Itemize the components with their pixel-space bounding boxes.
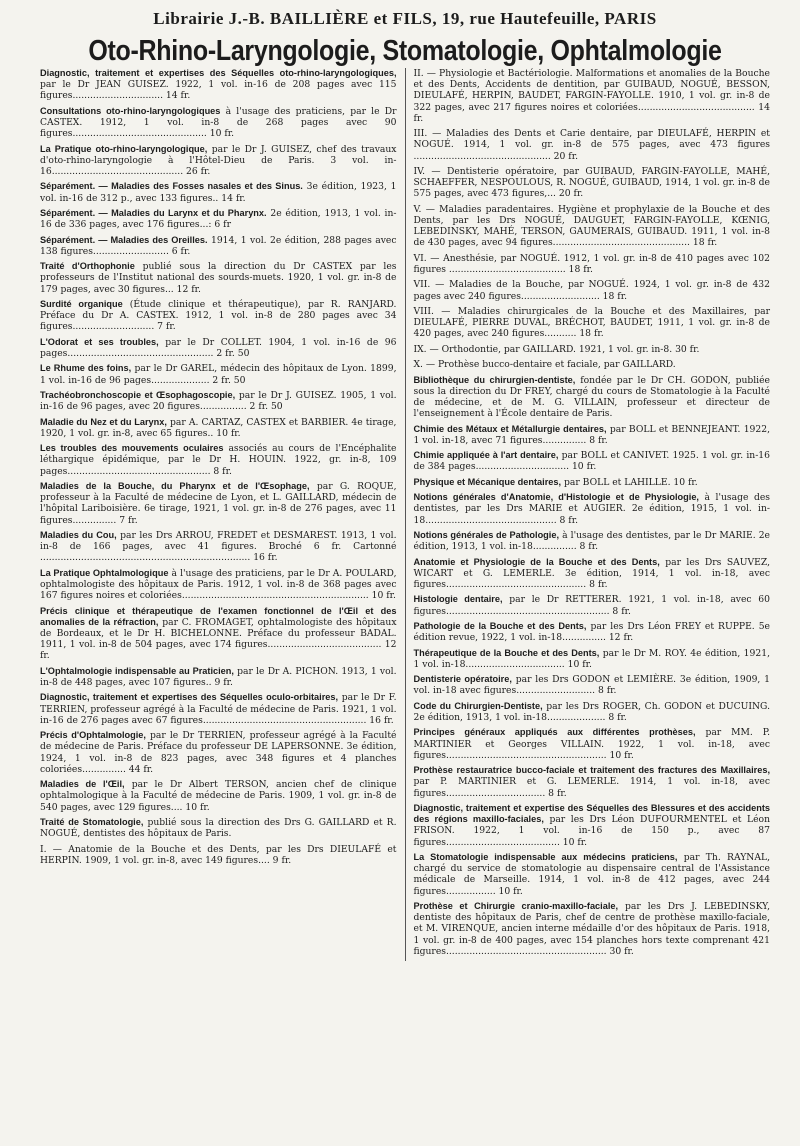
catalog-entry (40, 443, 397, 477)
entry-title: La Pratique oto-rhino-laryngologique, (40, 143, 208, 154)
entry-title: Traité d'Orthophonie (40, 261, 135, 272)
entry-title: Physique et Mécanique dentaires, (413, 476, 562, 487)
entry-details: VI. — Anesthésie, par NOGUÉ. 1912, 1 vol. gr. in-8 de 410 pages avec 102 figures ........................................ 18 fr. (413, 252, 770, 275)
entry-title: La Stomatologie indispensable aux médecins praticiens, (413, 851, 678, 862)
entry-details: par le Dr J. GUISEZ. 1905, 1 vol. in-16 de 96 pages, avec 20 figures................ 2 fr. 50 (40, 389, 397, 413)
entry-details: par les Drs J. LEBEDINSKY, dentiste des hôpitaux de Paris, chef de centre de prothèse maxillo-faciale, et M. VIRENQUE, ancien interne médaille d'or des hôpitaux de Paris. 1918, 1 vol. gr. in-8 de 400 pages, avec 154 planches hors texte comprenant 421 figures....................................................... 30 fr. (413, 900, 770, 957)
entry-details: par G. ROQUE, professeur à la Faculté de médecine de Lyon, et L. GAILLARD, médecin de l'hôpital Lariboisière. 6e tirage, 1921, 1 vol. gr. in-8 de 276 pages, avec 11 figures............... 7 fr. (40, 480, 397, 526)
entry-details: I. — Anatomie de la Bouche et des Dents, par les Drs DIEULAFÉ et HERPIN. 1909, 1 vol. gr. in-8, avec 149 figures.... 9 fr. (40, 843, 397, 866)
catalog-entry (414, 344, 771, 355)
entry-title: Thérapeutique de la Bouche et des Dents, (413, 647, 600, 658)
entry-details: par les Drs ROGER, Ch. GODON et DUCUING. 2e édition, 1913, 1 vol. in-18.................... 8 fr. (413, 700, 770, 723)
catalog-entry (414, 492, 771, 526)
entry-details: VII. — Maladies de la Bouche, par NOGUÉ. 1924, 1 vol. gr. in-8 de 432 pages avec 240 figures........................... 18 fr. (413, 279, 770, 302)
catalog-entry (414, 477, 771, 488)
entry-title: Anatomie et Physiologie de la Bouche et des Dents, (413, 556, 660, 567)
entry-title: La Pratique Ophtalmologique (40, 567, 169, 578)
catalog-entry (40, 817, 397, 839)
entry-title: Séparément. — Maladies du Larynx et du Pharynx. (40, 207, 267, 218)
entry-details: par les Drs Léon FREY et RUPPE. 5e édition revue, 1922, 1 vol. in-18............... 12 fr. (413, 620, 770, 644)
entry-title: Maladie du Nez et du Larynx, (40, 416, 167, 427)
catalog-entry (40, 208, 397, 230)
catalog-entry (414, 530, 771, 552)
catalog-entry (414, 450, 771, 472)
catalog-entry (40, 337, 397, 359)
catalog-entry (414, 727, 771, 761)
catalog-entry (414, 68, 771, 124)
entry-title: Le Rhume des foins, (40, 363, 132, 374)
entry-details: VIII. — Maladies chirurgicales de la Bouche et des Maxillaires, par DIEULAFÉ, PIERRE DUVAL, BRÉCHOT, BAUDET, 1911, 1 vol. gr. in-8 de 420 pages, avec 240 figures........... 18 fr. (413, 305, 770, 340)
entry-title: L'Ophtalmologie indispensable au Praticien, (40, 665, 234, 676)
entry-details: par BOLL et LAHILLE. 10 fr. (561, 476, 698, 488)
entry-details: par les Drs SAUVEZ, WICART et G. LEMERLE. 3e édition, 1914, 1 vol. in-18, avec figures................................................ 8 fr. (413, 556, 770, 590)
entry-title: Prothèse restauratrice bucco-faciale et traitement des fractures des Maxillaires, (413, 765, 770, 776)
entry-title: Maladies de l'Œil, (40, 779, 125, 790)
entry-details: par les Drs GODON et LEMIÈRE. 3e édition, 1909, 1 vol. in-18 avec figures........................... 8 fr. (413, 674, 770, 697)
entry-details: par C. FROMAGET, ophtalmologiste des hôpitaux de Bordeaux, et le Dr H. BICHELONNE. Préface du professeur BADAL. 1911, 1 vol. in-8 de 504 pages, avec 174 figures....................................... 12 fr. (40, 616, 397, 662)
entry-details: 1914, 1 vol. 2e édition, 288 pages avec 138 figures.......................... 6 fr. (40, 234, 397, 257)
entry-details: 3e édition, 1923, 1 vol. in-16 de 312 p., avec 133 figures.. 14 fr. (40, 181, 397, 204)
entry-details: publié sous la direction des Drs G. GAILLARD et R. NOGUÉ, dentistes des hôpitaux de Paris. (40, 816, 397, 840)
entry-details: par MM. P. MARTINIER et Georges VILLAIN. 1922, 1 vol. in-18, avec figures....................................................... 10 fr. (413, 727, 770, 761)
entry-title: Notions générales de Pathologie, (413, 529, 560, 540)
catalog-entry (414, 621, 771, 643)
right-column (405, 68, 771, 961)
catalog-entry (414, 674, 771, 696)
entry-title: Précis clinique et thérapeutique de l'examen fonctionnel de l'Œil et des anomalies de la réfraction, (40, 605, 397, 627)
entry-title: Les troubles des mouvements oculaires (40, 443, 224, 454)
catalog-entry (40, 779, 397, 813)
entry-title: Séparément. — Maladies des Fosses nasales et des Sinus. (40, 181, 303, 192)
entry-title: Séparément. — Maladies des Oreilles. (40, 234, 208, 245)
catalog-entry (414, 128, 771, 162)
left-column (40, 68, 405, 961)
entry-details: à l'usage des dentistes, par les Drs MARIE et AUGIER. 2e édition, 1915, 1 vol. in-18............................................. 8 fr. (413, 492, 770, 526)
entry-title: Consultations oto-rhino-laryngologiques (40, 105, 221, 116)
entry-details: par le Dr GAREL, médecin des hôpitaux de Lyon. 1899, 1 vol. in-16 de 96 pages.................... 2 fr. 50 (40, 363, 397, 386)
catalog-entry (414, 204, 771, 249)
catalog-entry (40, 844, 397, 866)
entry-title: Diagnostic, traitement et expertises des Séquelles oculo-orbitaires, (40, 692, 339, 703)
catalog-entry (414, 424, 771, 446)
entry-title: Pathologie de la Bouche et des Dents, (413, 620, 587, 631)
entry-title: Diagnostic, traitement et expertise des Séquelles des Blessures et des accidents des régions maxillo-faciales, (413, 802, 770, 825)
catalog-entry (40, 363, 397, 385)
entry-details: fondée par le Dr CH. GODON, publiée sous la direction du Dr FREY, chargé du cours de Stomatologie à la Faculté de médecine, et de M. G. VILLAIN, professeur et directeur de l'enseignement à l'École dentaire de Paris. (413, 374, 770, 420)
page-title: Oto-Rhino-Laryngologie, Stomatologie, Ophtalmologie (88, 34, 722, 68)
entry-title: Histologie dentaire, (413, 594, 503, 605)
entry-details: IX. — Orthodontie, par GAILLARD. 1921, 1 vol. gr. in-8. 30 fr. (413, 343, 700, 355)
entry-details: par le Dr RETTERER. 1921, 1 vol. in-18, avec 60 figures........................................................ 8 fr. (413, 594, 770, 617)
catalog-entry (414, 279, 771, 301)
catalog-entry (414, 765, 771, 799)
entry-details: associés au cours de l'Encéphalite léthargique épidémique, par le Dr H. HOUIN. 1922, gr. in-8, 109 pages................................................. 8 fr. (40, 443, 397, 477)
entry-details: par A. CARTAZ, CASTEX et BARBIER. 4e tirage, 1920, 1 vol. gr. in-8, avec 65 figures.. 10 fr. (40, 416, 397, 439)
catalog-entry (414, 306, 771, 340)
catalog-entry (40, 568, 397, 602)
entry-title: Maladies du Cou, (40, 529, 117, 540)
catalog-entry (414, 701, 771, 723)
catalog-entry (40, 106, 397, 140)
catalog-entry (40, 144, 397, 178)
catalog-entry (40, 390, 397, 412)
publisher-header: Librairie J.-B. BAILLIÈRE et FILS, 19, rue Hautefeuille, PARIS (153, 9, 657, 28)
entry-details: par le Dr TERRIEN, professeur agrégé à la Faculté de médecine de Paris. Préface du professeur DE LAPERSONNE. 3e édition, 1924, 1 vol. in-8 de 823 pages, avec 348 figures et 4 planches coloriées............... 44 fr. (40, 730, 397, 775)
catalog-entry (414, 359, 771, 370)
entry-details: X. — Prothèse bucco-dentaire et faciale, par GAILLARD. (413, 359, 676, 371)
catalog-entry (414, 648, 771, 670)
entry-details: par le Dr J. GUISEZ, chef des travaux d'oto-rhino-laryngologie à l'Hôtel-Dieu de Paris. 3 vol. in-16............................................. 26 fr. (40, 143, 397, 177)
entry-title: Principes généraux appliqués aux différentes prothèses, (413, 727, 696, 738)
catalog-entry (40, 481, 397, 526)
entry-details: par le Dr COLLET. 1904, 1 vol. in-16 de 96 pages.................................................. 2 fr. 50 (40, 336, 397, 359)
catalog-entry (40, 235, 397, 257)
entry-details: par les Drs Léon DUFOURMENTEL et Léon FRISON. 1922, 1 vol. in-16 de 150 p., avec 87 figures....................................... 10 fr. (413, 814, 770, 848)
catalog-entry (40, 299, 397, 333)
catalog-entry (40, 666, 397, 688)
entry-details: par Th. RAYNAL, chargé du service de stomatologie au dispensaire central de l'Assistance médicale de Marseille. 1914, 1 vol. in-8 de 412 pages, avec 244 figures................. 10 fr. (413, 851, 770, 897)
entry-details: (Étude clinique et thérapeutique), par R. RANJARD. Préface du Dr A. CASTEX. 1912, 1 vol. in-8 de 280 pages avec 34 figures............................ 7 fr. (40, 298, 397, 333)
entry-title: Surdité organique (40, 298, 123, 309)
entry-details: 2e édition, 1913, 1 vol. in-16 de 336 pages, avec 176 figures...: 6 fr (40, 207, 397, 231)
entry-title: Chimie appliquée à l'art dentaire, (413, 450, 559, 461)
catalog-entry (414, 901, 771, 957)
catalog-entry (40, 606, 397, 662)
entry-title: Prothèse et Chirurgie cranio-maxillo-faciale, (413, 900, 619, 911)
entry-details: V. — Maladies paradentaires. Hygiène et prophylaxie de la Bouche et des Dents, par les Drs NOGUÉ, DAUGUET, FARGIN-FAYOLLE, KŒNIG, LEBEDINSKY, MAHÉ, TERSON, GAUMERAIS, GUIBAUD. 1911, 1 vol. in-8 de 430 pages, avec 94 figures............................................... 18 fr. (413, 203, 770, 249)
entry-details: par P. MARTINIER et G. LEMERLE. 1914, 1 vol. in-18, avec figures.................................. 8 fr. (413, 776, 770, 799)
catalog-entry (40, 692, 397, 726)
entry-title: Notions générales d'Anatomie, d'Histologie et de Physiologie, (413, 492, 699, 503)
entry-details: à l'usage des praticiens, par le Dr A. POULARD, ophtalmologiste des hôpitaux de Paris. 1912, 1 vol. in-8 de 368 pages avec 167 figures noires et coloriées................................................................ 10 fr. (40, 567, 397, 602)
entry-details: par le Dr A. PICHON. 1913, 1 vol. in-8 de 448 pages, avec 107 figures.. 9 fr. (40, 665, 397, 688)
entry-details: IV. — Dentisterie opératoire, par GUIBAUD, FARGIN-FAYOLLE, MAHÉ, SCHAEFFER, NESPOULOUS, R. NOGUÉ, GUIBAUD, 1914, 1 vol. gr. in-8 de 575 pages, avec 473 figures,... 20 fr. (413, 166, 770, 200)
catalog-entry (414, 852, 771, 897)
catalog-entry (40, 261, 397, 295)
entry-details: par BOLL et BENNEJEANT. 1922, 1 vol. in-18, avec 71 figures............... 8 fr. (413, 423, 770, 446)
catalog-entry (40, 530, 397, 564)
entry-title: L'Odorat et ses troubles, (40, 336, 159, 347)
catalog-entry (414, 253, 771, 275)
entry-details: par le Dr JEAN GUISEZ. 1922, 1 vol. in-16 de 208 pages avec 115 figures............................... 14 fr. (40, 79, 397, 102)
entry-details: publié sous la direction du Dr CASTEX par les professeurs de l'Institut national des sourds-muets. 1920, 1 vol. gr. in-8 de 179 pages, avec 30 figures... 12 fr. (40, 261, 397, 295)
catalog-entry (40, 68, 397, 102)
entry-title: Dentisterie opératoire, (413, 674, 512, 685)
entry-details: II. — Physiologie et Bactériologie. Malformations et anomalies de la Bouche et des Dents, Accidents de dentition, par GUIBAUD, NOGUÉ, BESSON, DIEULAFÉ, HERPIN, BAUDET, FARGIN-FAYOLLE. 1910, 1 vol. gr. in-8 de 322 pages, avec 217 figures noires et coloriées........................................ 14 fr. (413, 68, 770, 124)
entry-title: Code du Chirurgien-Dentiste, (413, 700, 543, 711)
catalog-entry (414, 375, 771, 420)
catalog-entry (40, 181, 397, 203)
entry-title: Maladies de la Bouche, du Pharynx et de l'Œsophage, (40, 480, 310, 491)
catalog-entry (414, 803, 771, 848)
entry-title: Diagnostic, traitement et expertises des Séquelles oto-rhino-laryngologiques, (40, 68, 397, 78)
catalog-entry (414, 557, 771, 591)
entry-details: par le Dr Albert TERSON, ancien chef de clinique ophtalmologique à la Faculté de médecine de Paris. 1909, 1 vol. gr. in-8 de 540 pages, avec 129 figures.... 10 fr. (40, 779, 397, 813)
entry-title: Chimie des Métaux et Métallurgie dentaires, (413, 423, 607, 434)
entry-details: à l'usage des dentistes, par le Dr MARIE. 2e édition, 1913, 1 vol. in-18............... 8 fr. (413, 529, 770, 553)
entry-details: par BOLL et CANIVET. 1925. 1 vol. gr. in-16 de 384 pages................................ 10 fr. (413, 450, 770, 473)
catalog-entry (40, 417, 397, 439)
entry-title: Bibliothèque du chirurgien-dentiste, (413, 374, 576, 385)
entry-details: III. — Maladies des Dents et Carie dentaire, par DIEULAFÉ, HERPIN et NOGUÉ. 1914, 1 vol. gr. in-8 de 575 pages, avec 473 figures ............................................... 20 fr. (413, 128, 770, 162)
catalog-entry (40, 730, 397, 775)
catalog-entry (414, 166, 771, 200)
entry-details: à l'usage des praticiens, par le Dr CASTEX. 1912, 1 vol. in-8 de 268 pages avec 90 figures.............................................. 10 fr. (40, 105, 397, 140)
entry-details: par le Dr F. TERRIEN, professeur agrégé à la Faculté de médecine de Paris. 1921, 1 vol. in-16 de 276 pages avec 67 figures........................................................ 16 fr. (40, 692, 397, 726)
entry-title: Traité de Stomatologie, (40, 816, 144, 827)
entry-title: Précis d'Ophtalmologie, (40, 730, 146, 741)
entry-details: par le Dr M. ROY. 4e édition, 1921, 1 vol. in-18.................................. 10 fr. (413, 647, 770, 670)
catalog-entry (414, 594, 771, 616)
catalog-columns (40, 68, 770, 961)
entry-title: Trachéobronchoscopie et Œsophagoscopie, (40, 389, 236, 400)
entry-details: par les Drs ARROU, FREDET et DESMAREST. 1913, 1 vol. in-8 de 166 pages, avec 41 figures. Broché 6 fr. Cartonné ........................................................................ 16 fr. (40, 529, 397, 564)
